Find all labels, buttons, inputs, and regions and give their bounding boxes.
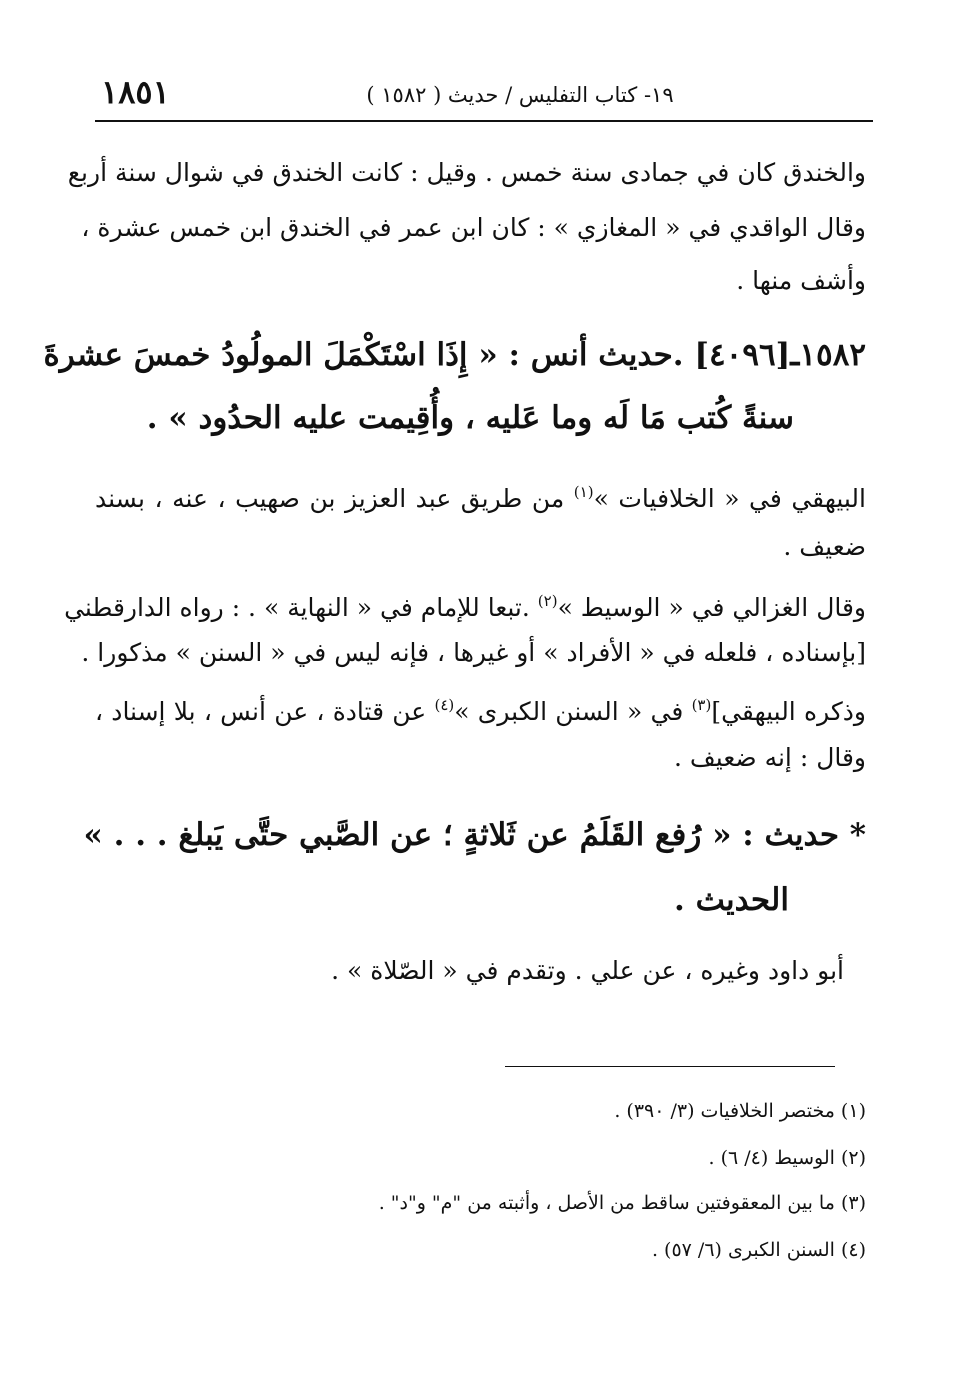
text-run: من طريق عبد العزيز بن صهيب ، عنه ، بسند: [95, 484, 574, 513]
hadith-heading: ١٥٨٢ـ[٤٠٩٦] .حديث أنس : « إِذَا اسْتَكْمَلَ المولُودُ خمسَ عشرةَ: [43, 337, 866, 373]
text-run: في « السنن الكبرى »: [454, 697, 692, 726]
body-line: [95, 687, 866, 730]
body-line: أبو داود وغيره ، عن علي . وتقدم في « الصّلاة » .: [331, 956, 844, 985]
footnote-divider: [505, 1066, 835, 1067]
body-line: وقال : إنه ضعيف .: [674, 743, 866, 772]
footnote-ref: (٢): [537, 592, 558, 610]
footnote: (٢) الوسيط (٤/ ٦) .: [708, 1147, 866, 1169]
page-header: [95, 60, 873, 122]
hadith-heading: الحديث .: [674, 882, 789, 918]
hadith-heading: * حديث : « رُفع القَلَمُ عن ثَلاثةٍ ؛ عن الصَّبي حتَّى يَبلغ . . . »: [83, 817, 866, 853]
body-line: والخندق كان في جمادى سنة خمس . وقيل : كانت الخندق في شوال سنة أربع: [67, 158, 866, 187]
footnote: (٤) السنن الكبرى (٦/ ٥٧) .: [651, 1239, 866, 1261]
hadith-heading: سنةً كُتب مَا لَه وما عَليه ، وأُقِيمت عليه الحدُود » .: [146, 400, 794, 436]
text-run: .تبعا للإمام في « النهاية » . : رواه الدارقطني: [64, 593, 538, 622]
text-run: البيهقي في « الخلافيات »: [593, 484, 866, 513]
footnote: (٣) ما بين المعقوفتين ساقط من الأصل ، وأثبته من "م" و"د" .: [378, 1192, 866, 1214]
body-line: ضعيف .: [783, 532, 866, 561]
footnote-ref: (١): [573, 483, 594, 501]
body-line: [95, 474, 866, 517]
page-number: ١٨٥١: [101, 73, 170, 111]
running-title: ١٩- كتاب التفليس / حديث ( ١٥٨٢ ): [366, 83, 674, 107]
body-line: وقال الواقدي في « المغازي » : كان ابن عمر في الخندق ابن خمس عشرة ،: [81, 213, 866, 242]
footnote: (١) مختصر الخلافيات (٣/ ٣٩٠) .: [614, 1100, 866, 1122]
text-run: عن قتادة ، عن أنس ، بلا إسناد ،: [95, 697, 435, 726]
footnote-ref: (٤): [434, 696, 455, 714]
body-line: [بإسناده ، فلعله في « الأفراد » أو غيرها ، فإنه ليس في « السنن » مذكورا .: [81, 638, 866, 667]
text-run: وذكره البيهقي]: [711, 697, 866, 726]
footnote-ref: (٣): [691, 696, 712, 714]
text-run: وقال الغزالي في « الوسيط »: [557, 593, 866, 622]
body-line: وأشف منها .: [736, 266, 866, 295]
body-line: [64, 583, 866, 626]
